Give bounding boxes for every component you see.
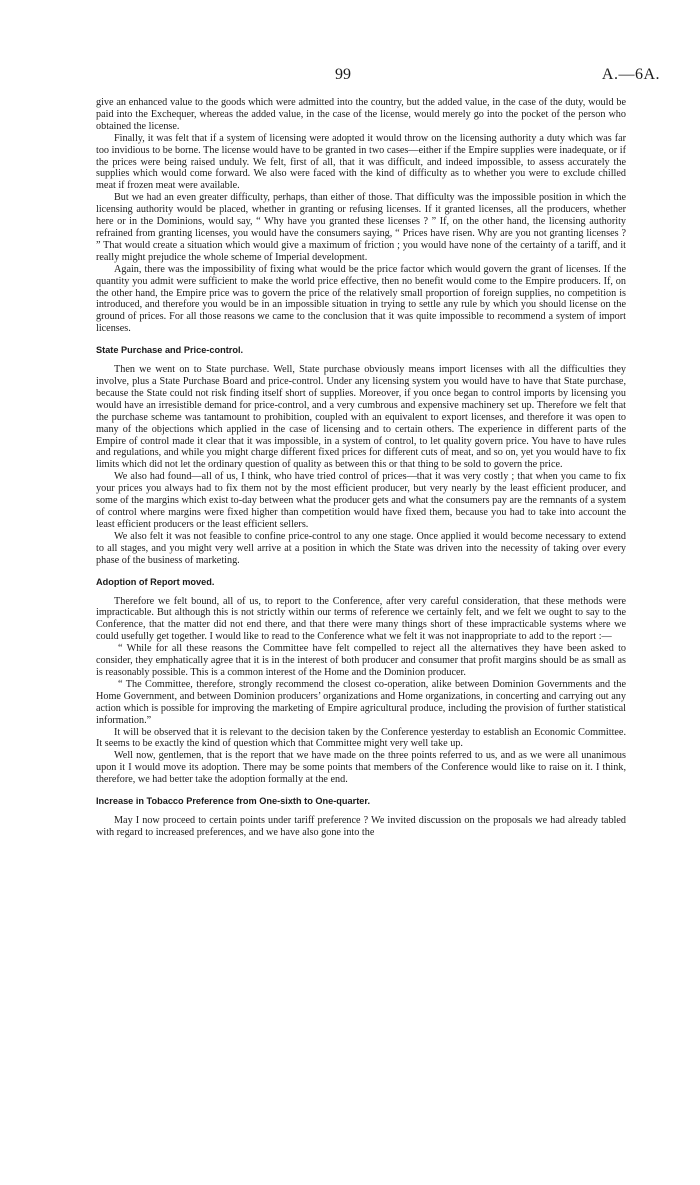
- section-heading: Adoption of Report moved.: [96, 576, 215, 587]
- quoted-paragraph: “ While for all these reasons the Committee have felt compelled to reject all the alternatives they have been asked to consider, they emphatically agree that it is in the interest of both producer and consumer that profit margins should be as small as is reasonably possible. This is a common interest of the Home and the Dominion producer.: [96, 643, 626, 678]
- paragraph: But we had an even greater difficulty, perhaps, than either of those. That difficulty was the impossible position in which the licensing authority would be placed, whether in granting or refusing licenses. If it granted licenses, all the producers, whether here or in the Dominions, would say, “ Why have you granted these licenses ? ” If, on the other hand, the licensing authority refrained from granting licenses, you would have the consumers saying, “ Prices have risen. Why are you not granting licenses ? ” That would create a situation which would give a maximum of friction ; you would have none of the certainty of a tariff, and it really might prejudice the whole scheme of Imperial development.: [96, 192, 626, 263]
- paragraph: Well now, gentlemen, that is the report that we have made on the three points referred to us, and as we were all unanimous upon it I would move its adoption. There may be some points that members of the Conference would like to raise on it. I think, therefore, we had better take the adoption formally at the end.: [96, 750, 626, 786]
- paragraph: May I now proceed to certain points under tariff preference ? We invited discussion on the proposals we had already tabled with regard to increased preferences, and we have also gone into the: [96, 815, 626, 838]
- document-body: [96, 97, 626, 839]
- paragraph: Finally, it was felt that if a system of licensing were adopted it would throw on the licensing authority a duty which was far too invidious to be borne. The license would have to be granted in two cases—either if the Empire supplies were inadequate, or if the prices were being raised unduly. We felt, first of all, that it was difficult, and indeed impossible, to assess accurately the supplies which would come forward. We also were faced with the kind of difficulty as to whether you were to exclude chilled meat if frozen meat were available.: [96, 132, 626, 192]
- paragraph: Again, there was the impossibility of fixing what would be the price factor which would govern the grant of licenses. If the quantity you admit were sufficient to make the world price effective, then no benefit would come to the Empire producers. If, on the other hand, the Empire price was to govern the price of the relatively small proportion of foreign supplies, no competition is introduced, and therefore you would be in an impossible situation in trying to settle any rule by which you should license on the ground of prices. For all those reasons we came to the conclusion that it was quite impossible to recommend a system of import licenses.: [96, 263, 626, 335]
- section-tobacco-preference: [96, 796, 626, 839]
- section-adoption-of-report: [96, 577, 626, 787]
- section-heading: State Purchase and Price-control.: [96, 345, 244, 356]
- paragraph: Then we went on to State purchase. Well, State purchase obviously means import licenses with all the difficulties they involve, plus a State Purchase Board and price-control. Under any licensing system you would have to have that State purchase, because the State could not risk finding itself short of supplies. Moreover, if you once began to control imports by licensing you would have an irresistible demand for price-control, and a very cumbrous and expensive machinery set up. Therefore we felt that the purchase scheme was tantamount to prohibition, coupled with an equivalent to export licenses, and therefore it was open to many of the objections which applied in the case of licensing and to certain others. The experience in different parts of the Empire of control made it clear that it was impossible, in a system of control, to let quality govern price. You have to have rules and regulations, and while you might charge different fixed prices for different cuts of meat, and so on, yet you would have to fix limits which did not let the ordinary question of quality as between this or that thing to be sold to govern the price.: [96, 364, 626, 471]
- page-number: 99: [335, 66, 351, 83]
- section-state-purchase: [96, 345, 626, 566]
- paragraph: We also had found—all of us, I think, who have tried control of prices—that it was very costly ; that when you came to fix your prices you always had to fix them not by the most efficient producer, but very nearly by the least efficient producer, and some of the margins which exist to-day between what the producer gets and what the consumers pay are the remnants of a system of control where margins were fixed higher than competition would have fixed them, because you had to take into account the least efficient producers or the least efficient sellers.: [96, 471, 626, 530]
- paragraph: give an enhanced value to the goods which were admitted into the country, but the added value, in the case of the duty, would be paid into the Exchequer, whereas the added value, in the case of the license, would merely go into the pocket of the person who obtained the license.: [96, 97, 626, 132]
- paragraph: We also felt it was not feasible to confine price-control to any one stage. Once applied it would become necessary to extend to all stages, and you might very well arrive at a position in which the State was driven into the necessity of taking over every phase of the business of marketing.: [96, 530, 626, 566]
- document-reference: A.—6A.: [601, 66, 660, 83]
- section-import-licenses: [96, 97, 626, 335]
- page-header: [0, 66, 700, 86]
- quoted-paragraph: “ The Committee, therefore, strongly recommend the closest co-operation, alike between Dominion Governments and the Home Government, and between Dominion producers’ organizations and Home organizations, in concerting and carrying out any action which is possible for improving the marketing of Empire agricultural produce, including the provision of further statistical information.”: [96, 678, 626, 726]
- paragraph: Therefore we felt bound, all of us, to report to the Conference, after very careful consideration, that these methods were impracticable. But although this is not strictly within our terms of reference we certainly felt, and we felt we ought to say to the Conference, that the matter did not end there, and that there were many things short of these impracticable systems where we could usefully get together. I would like to read to the Conference what we felt it was not inappropriate to add to the report :—: [96, 595, 626, 643]
- paragraph: It will be observed that it is relevant to the decision taken by the Conference yesterday to establish an Economic Committee. It seems to be exactly the kind of question which that Committee might very well take up.: [96, 726, 626, 750]
- section-heading: Increase in Tobacco Preference from One-sixth to One-quarter.: [96, 796, 370, 807]
